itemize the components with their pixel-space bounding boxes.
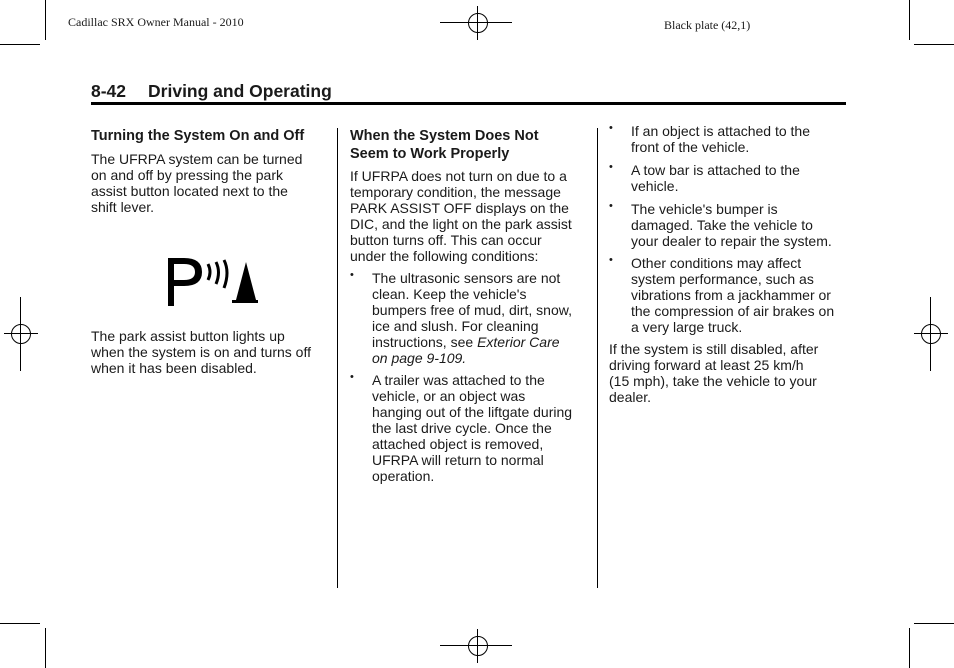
column-1-bottom <box>91 328 331 376</box>
park-assist-icon <box>164 254 258 308</box>
reg-line <box>440 645 512 646</box>
section-header <box>91 81 332 102</box>
crop-mark <box>914 623 954 624</box>
registration-mark-icon <box>914 317 948 351</box>
plate-label: Black plate (42,1) <box>664 18 751 32</box>
crop-mark <box>0 44 40 45</box>
bullet-object-front: • If an object is attached to the front of the vehicle. <box>609 123 849 155</box>
crop-mark <box>914 44 954 45</box>
header-rule <box>91 102 846 105</box>
column-divider <box>337 128 338 588</box>
column-1 <box>91 127 331 215</box>
registration-mark-icon <box>4 317 38 351</box>
crop-mark <box>909 0 910 40</box>
page-number: 8-42 <box>91 81 127 101</box>
bullet-bumper-damaged: • The vehicle's bumper is damaged. Take the vehicle to your dealer to repair the system. <box>609 201 849 249</box>
page-reference: on page 9-109. <box>372 350 467 366</box>
column-3 <box>609 123 849 405</box>
crop-mark <box>45 628 46 668</box>
reg-line <box>20 297 21 371</box>
crop-mark <box>909 628 910 668</box>
section-title: Driving and Operating <box>148 81 332 101</box>
reg-line <box>440 22 512 23</box>
paragraph-disabled-intro: If UFRPA does not turn on due to a temporary condition, the message PARK ASSIST OFF displays on the DIC, and the light on the park assist button turns off. This can occur under the following conditions: <box>350 168 572 264</box>
column-2 <box>350 127 590 484</box>
bullet-tow-bar: • A tow bar is attached to the vehicle. <box>609 162 849 194</box>
heading-not-working: When the System Does Not Seem to Work Properly <box>350 128 539 162</box>
crop-mark <box>45 0 46 40</box>
heading-turning-on-off: Turning the System On and Off <box>91 128 305 144</box>
paragraph-button-light: The park assist button lights up when the system is on and turns off when it has been disabled. <box>91 328 311 376</box>
paragraph-turn-on-off: The UFRPA system can be turned on and off by pressing the park assist button located next to the shift lever. <box>91 151 303 215</box>
bullet-sensors: • The ultrasonic sensors are not clean. Keep the vehicle's bumpers free of mud, dirt, snow, ice and slush. For cleaning instructions, see Exterior Care on page 9-109. <box>350 270 590 366</box>
manual-title: Cadillac SRX Owner Manual - 2010 <box>68 15 244 29</box>
bullet-other-conditions: • Other conditions may affect system performance, such as vibrations from a jackhammer or the compression of air brakes on a very large truck. <box>609 255 849 335</box>
reg-line <box>930 297 931 371</box>
column-divider <box>597 128 598 588</box>
bullet-trailer: • A trailer was attached to the vehicle, or an object was hanging out of the liftgate during the last drive cycle. Once the attached object is removed, UFRPA will return to normal operation. <box>350 372 590 484</box>
paragraph-still-disabled: If the system is still disabled, after driving forward at least 25 km/h (15 mph), take the vehicle to your dealer. <box>609 341 819 405</box>
exterior-care-reference: Exterior Care <box>477 334 560 350</box>
registration-mark-icon <box>461 6 495 40</box>
registration-mark-icon <box>461 629 495 663</box>
crop-mark <box>0 623 40 624</box>
